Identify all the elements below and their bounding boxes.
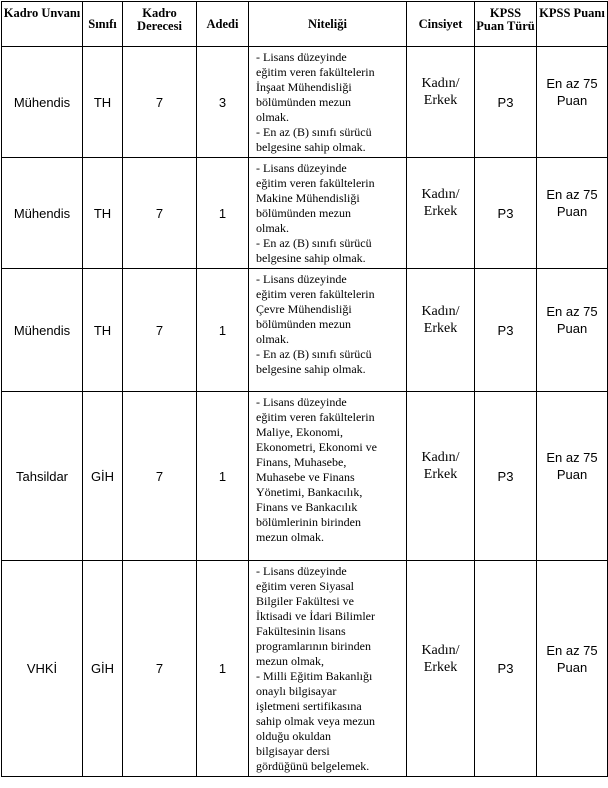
cell-puan-turu: P3 [475,269,537,392]
cell-adet: 1 [197,269,249,392]
cell-sinif: TH [83,47,123,158]
cell-derece: 7 [123,561,197,777]
cell-derece: 7 [123,47,197,158]
cell-puan: En az 75 Puan [546,76,598,108]
cell-cinsiyet-wrap [407,47,475,158]
cell-puan-wrap [537,392,608,561]
table-row [2,392,608,561]
cell-puan-wrap [537,561,608,777]
cell-cinsiyet-wrap [407,561,475,777]
header-kadro-derecesi: Kadro Derecesi [123,2,197,47]
cell-cinsiyet: Kadın/ Erkek [421,76,460,108]
cell-unvan: VHKİ [2,561,83,777]
cell-cinsiyet: Kadın/ Erkek [421,304,460,336]
cell-nitelik: - Lisans düzeyinde eğitim veren Siyasal Bilgiler Fakültesi ve İktisadi ve İdari Bilimler Fakültesinin lisans programlarının birinden mezun olmak, - Milli Eğitim Bakanlığı onaylı bilgisayar işletmeni sertifikasına sahip olmak veya mezun olduğu okuldan bilgisayar dersi gördüğünü belgelemek. [249,561,407,777]
cell-adet: 3 [197,47,249,158]
header-kpss-puani: KPSS Puanı [537,2,608,47]
cell-derece: 7 [123,158,197,269]
cell-adet: 1 [197,392,249,561]
cell-puan-wrap [537,47,608,158]
cell-nitelik: - Lisans düzeyinde eğitim veren fakültelerin Makine Mühendisliği bölümünden mezun olmak. - En az (B) sınıfı sürücü belgesine sahip olmak. [249,158,407,269]
table-row [2,561,608,777]
cell-unvan: Mühendis [2,158,83,269]
cell-derece: 7 [123,269,197,392]
cell-puan: En az 75 Puan [546,304,598,336]
header-kpss-puan-turu: KPSS Puan Türü [475,2,537,47]
cell-unvan: Tahsildar [2,392,83,561]
cell-puan-turu: P3 [475,47,537,158]
table-row [2,269,608,392]
cell-sinif: GİH [83,561,123,777]
cell-cinsiyet-wrap [407,158,475,269]
cell-sinif: TH [83,269,123,392]
cell-puan-wrap [537,158,608,269]
cell-adet: 1 [197,561,249,777]
cell-sinif: GİH [83,392,123,561]
header-row [2,2,608,47]
cell-puan-turu: P3 [475,392,537,561]
header-cinsiyet: Cinsiyet [407,2,475,47]
cell-cinsiyet: Kadın/ Erkek [421,187,460,219]
cell-puan-wrap [537,269,608,392]
cell-cinsiyet-wrap [407,269,475,392]
header-sinifi: Sınıfı [83,2,123,47]
cell-nitelik: - Lisans düzeyinde eğitim veren fakültelerin Maliye, Ekonomi, Ekonometri, Ekonomi ve Finans, Muhasebe, Muhasebe ve Finans Yönetimi, Bankacılık, Finans ve Bankacılık bölümlerinin birinden mezun olmak. [249,392,407,561]
cell-adet: 1 [197,158,249,269]
table-row [2,47,608,158]
cell-cinsiyet-wrap [407,392,475,561]
cell-puan: En az 75 Puan [546,450,598,482]
header-kadro-unvani: Kadro Unvanı [2,2,83,47]
kadro-table [1,1,608,777]
cell-puan: En az 75 Puan [546,642,598,675]
header-niteligi: Niteliği [249,2,407,47]
cell-unvan: Mühendis [2,47,83,158]
cell-puan-turu: P3 [475,561,537,777]
cell-unvan: Mühendis [2,269,83,392]
cell-nitelik: - Lisans düzeyinde eğitim veren fakültelerin İnşaat Mühendisliği bölümünden mezun olmak. - En az (B) sınıfı sürücü belgesine sahip olmak. [249,47,407,158]
header-adedi: Adedi [197,2,249,47]
cell-nitelik: - Lisans düzeyinde eğitim veren fakültelerin Çevre Mühendisliği bölümünden mezun olmak. - En az (B) sınıfı sürücü belgesine sahip olmak. [249,269,407,392]
cell-puan: En az 75 Puan [546,187,598,219]
cell-cinsiyet: Kadın/ Erkek [421,450,460,482]
table-row [2,158,608,269]
cell-derece: 7 [123,392,197,561]
cell-cinsiyet: Kadın/ Erkek [421,642,460,675]
cell-puan-turu: P3 [475,158,537,269]
cell-sinif: TH [83,158,123,269]
